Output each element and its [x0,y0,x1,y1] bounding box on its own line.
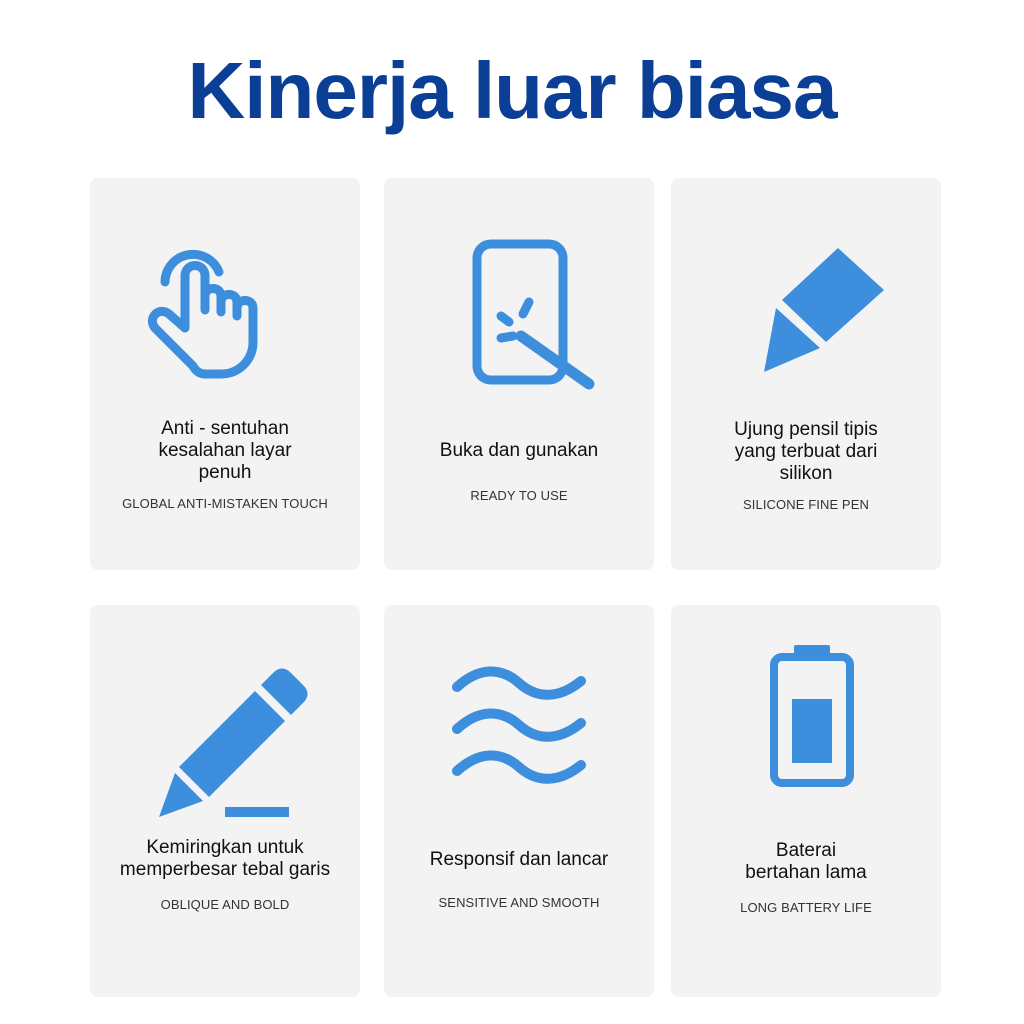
feature-card-battery [671,605,941,997]
pencil-tilt-icon [135,645,315,825]
card-subtitle: LONG BATTERY LIFE [740,900,872,915]
card-title: Kemiringkan untuk memperbesar tebal garis [119,837,331,880]
card-subtitle: READY TO USE [470,488,568,503]
card-subtitle: OBLIQUE AND BOLD [160,897,290,912]
card-title: Buka dan gunakan [439,440,599,461]
hand-tap-icon [135,218,315,398]
phone-touch-icon [429,218,609,398]
card-subtitle: GLOBAL ANTI-MISTAKEN TOUCH [122,496,328,511]
feature-card-ready [384,178,654,570]
feature-card-anti-touch [90,178,360,570]
page-title: Kinerja luar biasa [187,46,837,135]
pencil-tip-icon [716,218,896,398]
card-title: Baterai bertahan lama [745,840,867,883]
feature-card-smooth [384,605,654,997]
card-title: Ujung pensil tipis yang terbuat dari silikon [734,419,878,484]
card-subtitle: SILICONE FINE PEN [743,497,869,512]
feature-card-oblique [90,605,360,997]
card-title: Anti - sentuhan kesalahan layar penuh [158,418,292,483]
card-subtitle: SENSITIVE AND SMOOTH [438,895,600,910]
battery-icon [716,645,896,825]
card-title: Responsif dan lancar [429,849,609,870]
feature-card-fine-pen [671,178,941,570]
waves-icon [429,645,609,825]
